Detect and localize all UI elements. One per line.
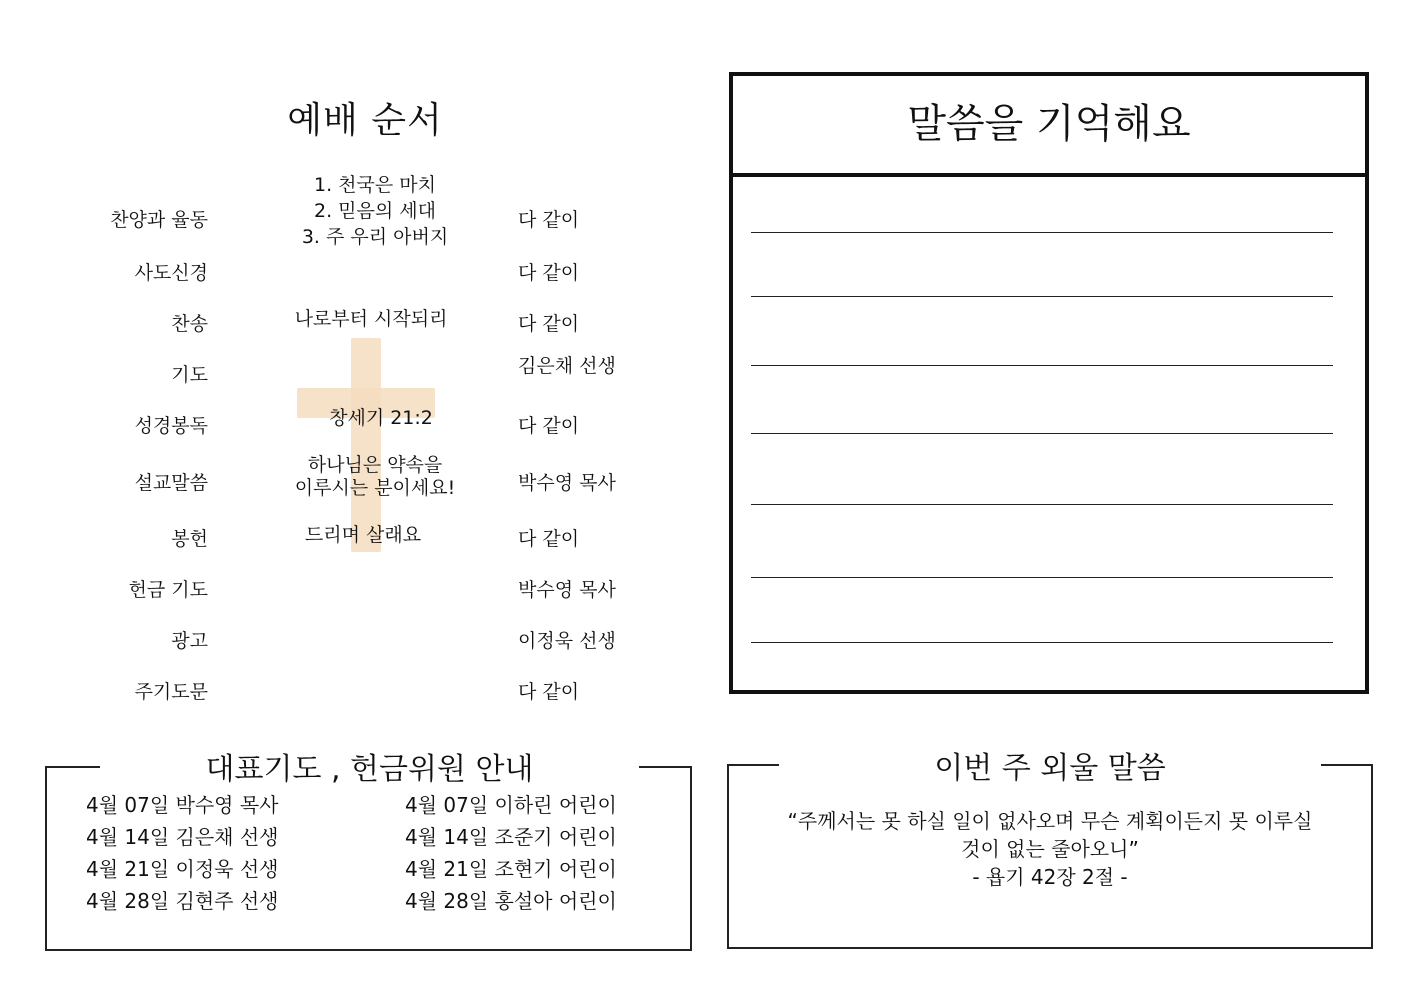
order-middle-sermon — [250, 454, 500, 500]
order-label-prayer: 기도 — [171, 364, 208, 386]
order-leader-offering-prayer: 박수영 목사 — [518, 579, 616, 601]
writing-line — [751, 642, 1333, 643]
order-middle-reading — [256, 405, 506, 431]
scripture-ref: 창세기 21:2 — [329, 407, 433, 429]
order-leader-reading: 다 같이 — [518, 415, 580, 437]
order-leader-creed: 다 같이 — [518, 262, 580, 284]
order-leader-hymn: 다 같이 — [518, 313, 580, 335]
prayer-title: 대표기도 , 헌금위원 안내 — [205, 752, 534, 787]
sermon-title-line: 이루시는 분이세요! — [294, 477, 456, 499]
order-label-reading: 성경봉독 — [134, 415, 208, 437]
writing-line — [751, 296, 1333, 297]
offering-helper-item: 4월 21일 조현기 어린이 — [405, 857, 617, 881]
verse-frame-top-right — [1321, 764, 1373, 766]
prayer-frame-top-right — [639, 766, 692, 768]
verse-frame-top-left — [727, 764, 779, 766]
prayer-leader-item: 4월 07일 박수영 목사 — [86, 793, 279, 817]
order-label-sermon: 설교말씀 — [134, 472, 208, 494]
prayer-frame-top-left — [45, 766, 100, 768]
order-label-creed: 사도신경 — [134, 262, 208, 284]
writing-line — [751, 577, 1333, 578]
verse-line: “주께서는 못 하실 일이 없사오며 무슨 계획이든지 못 이루실 — [787, 809, 1313, 833]
offering-helper-item: 4월 07일 이하린 어린이 — [405, 793, 617, 817]
prayer-leader-item: 4월 14일 김은채 선생 — [86, 825, 279, 849]
order-leader-lords-prayer: 다 같이 — [518, 681, 580, 703]
verse-line: 것이 없는 줄아오니” — [961, 837, 1139, 861]
offering-song: 드리며 살래요 — [304, 524, 422, 546]
order-leader-announcements: 이정욱 선생 — [518, 630, 616, 652]
writing-line — [751, 232, 1333, 233]
worship-order-title: 예배 순서 — [287, 100, 443, 141]
order-middle-offering — [238, 522, 488, 548]
order-label-offering: 봉헌 — [171, 528, 208, 550]
order-middle-praise — [250, 172, 500, 250]
verse-reference: - 욥기 42장 2절 - — [972, 865, 1128, 889]
offering-helper-item: 4월 14일 조준기 어린이 — [405, 825, 617, 849]
song-item: 2. 믿음의 세대 — [314, 200, 436, 222]
order-middle-hymn — [246, 306, 496, 332]
offering-helper-item: 4월 28일 홍설아 어린이 — [405, 889, 617, 913]
order-label-praise: 찬양과 율동 — [110, 209, 208, 231]
order-label-lords-prayer: 주기도문 — [134, 681, 208, 703]
writing-line — [751, 504, 1333, 505]
prayer-leader-item: 4월 21일 이정욱 선생 — [86, 857, 279, 881]
order-leader-sermon: 박수영 목사 — [518, 472, 616, 494]
song-item: 3. 주 우리 아버지 — [301, 226, 449, 248]
order-leader-praise: 다 같이 — [518, 209, 580, 231]
hymn-title: 나로부터 시작되리 — [294, 308, 448, 330]
writing-line — [751, 433, 1333, 434]
writing-line — [751, 365, 1333, 366]
memory-title: 말씀을 기억해요 — [733, 76, 1365, 177]
order-leader-prayer: 김은채 선생 — [518, 355, 616, 377]
order-label-offering-prayer: 헌금 기도 — [128, 579, 208, 601]
cross-icon — [351, 338, 381, 552]
order-leader-offering: 다 같이 — [518, 528, 580, 550]
order-label-announcements: 광고 — [171, 630, 208, 652]
prayer-leader-item: 4월 28일 김현주 선생 — [86, 889, 279, 913]
order-label-hymn: 찬송 — [171, 313, 208, 335]
verse-text — [745, 807, 1355, 891]
verse-title: 이번 주 외울 말씀 — [934, 751, 1166, 786]
memory-writing-box — [729, 72, 1369, 694]
sermon-title-line: 하나님은 약속을 — [307, 454, 443, 476]
song-item: 1. 천국은 마치 — [314, 174, 436, 196]
